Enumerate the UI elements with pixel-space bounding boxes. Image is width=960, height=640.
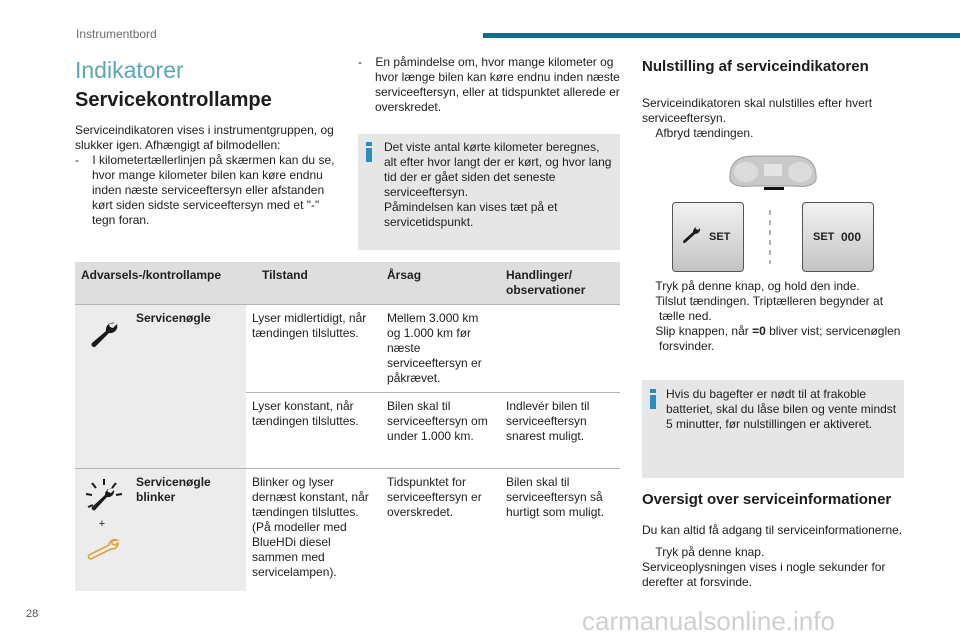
page-number: 28 [26,608,39,620]
wrench-icon [681,225,703,245]
info-box-battery-text: Hvis du bagefter er nødt til at frakoble batteriet, skal du låse bilen og vente mindst 5 minutter, før nulstillingen er aktiveret. [666,387,897,431]
lamp-action: Bilen skal til serviceeftersyn så hurtigt som muligt. [506,475,605,519]
set-label: SET [709,231,731,243]
info-icon [366,142,372,162]
table-row [75,469,620,591]
info-box-battery [642,380,904,478]
th-state: Tilstand [246,262,381,305]
table-row [75,305,620,393]
mid-list-text: En påmindelse om, hvor mange kilometer og hvor længe bilen kan køre endnu inden næste serviceeftersyn, eller at tidspunktet allerede er overskredet. [375,55,620,114]
mid-list-item [358,55,633,115]
plus-sign: + [98,518,106,530]
flashing-wrench-icon [83,477,125,517]
info-box-1-p2: Påmindelsen kan vises tæt på et servicetidspunkt. [384,200,558,229]
reset-step-4-value: =0 [752,324,766,338]
overview-block [642,523,904,590]
lamp-name: Servicenøgle blinker [130,469,246,591]
info-box-mileage [358,134,620,250]
lamp-state: Lyser midlertidigt, når tændingen tilsluttes. [246,305,381,393]
lamp-cause: Bilen skal til serviceeftersyn om under 1.000 km. [381,393,500,469]
set-button-wrench[interactable] [672,202,744,272]
lamp-state: Blinker og lyser dernæst konstant, når tændingen tilsluttes. (På modeller med BlueHDi diesel sammen med servicelampen). [252,475,369,579]
dash-glyph: - [358,55,362,69]
section-title: Servicekontrollampe [75,89,272,111]
reset-title: Nulstilling af serviceindikatoren [642,58,869,75]
intro-block [75,123,337,228]
intro-list-text: I kilometertællerlinjen på skærmen kan du se, hvor mange kilometer bilen kan køre endnu inden næste serviceeftersyn eller afstanden kørt siden sidste serviceeftersyn med et "-" tegn foran. [92,153,335,227]
reset-steps-block [642,279,904,354]
reset-step-4 [642,324,904,354]
dash-glyph: - [75,153,79,167]
lamp-name: Servicenøgle [130,305,246,469]
reset-step-2-text: Tryk på denne knap, og hold den inde. [655,279,860,293]
overview-p1: Du kan altid få adgang til serviceinformationerne. [642,523,903,537]
set-label: SET [813,231,835,243]
intro-text: Serviceindikatoren vises i instrumentgruppen, og slukker igen. Afhængigt af bilmodellen: [75,123,334,152]
lamp-cause: Mellem 3.000 km og 1.000 km før næste serviceeftersyn er påkrævet. [381,305,500,393]
lamp-icon-cell [75,305,130,469]
lamp-icon-cell [75,469,130,591]
running-header: Instrumentbord [76,27,157,41]
set-value: 000 [841,230,862,244]
reset-intro: Serviceindikatoren skal nulstilles efter hvert serviceeftersyn. [642,96,873,125]
th-lamp: Advarsels-/kontrollampe [75,262,246,305]
watermark: carmanualsonline.info [582,606,835,636]
warning-lamp-table [75,262,620,591]
page-title: Indikatorer [75,57,184,83]
lamp-action [500,305,620,393]
table-header-row [75,262,620,305]
instrument-cluster-illustration [724,150,822,192]
th-cause: Årsag [381,262,500,305]
header-rule [483,33,960,38]
overview-step-text: Tryk på denne knap. [655,545,765,559]
reset-step-1 [642,126,904,141]
lamp-action: Indlevér bilen til serviceeftersyn snarest muligt. [500,393,620,469]
overview-p2: Serviceoplysningen vises i nogle sekunder for derefter at forsvinde. [642,560,886,589]
th-actions: Handlinger/ observationer [500,262,620,305]
reset-step-3-text: Tilslut tændingen. Triptælleren begynder at tælle ned. [655,294,884,323]
reset-step-4-text-a: Slip knappen, når [655,324,753,338]
overview-title: Oversigt over serviceinformationer [642,491,892,508]
set-button-counter[interactable] [802,202,874,272]
info-box-1-p1: Det viste antal kørte kilometer beregnes, alt efter hvor langt der er kørt, og hvor lang tid der er gået siden det seneste serviceeftersyn. [384,140,612,199]
lamp-state: Lyser konstant, når tændingen tilsluttes. [246,393,381,469]
intro-list-item [75,153,337,228]
overview-step [642,545,904,560]
lamp-cause: Tidspunktet for serviceeftersyn er overskredet. [387,475,482,519]
wrench-icon [87,319,123,349]
orange-wrench-icon [83,536,125,562]
reset-step-4-text-c: bliver vist; servicenøglen forsvinder. [659,324,901,353]
reset-step-3 [642,294,904,324]
info-icon [650,389,656,409]
dashed-separator [766,210,774,264]
reset-step-2 [642,279,904,294]
reset-intro-block [642,96,904,141]
reset-step-1-text: Afbryd tændingen. [655,126,754,140]
